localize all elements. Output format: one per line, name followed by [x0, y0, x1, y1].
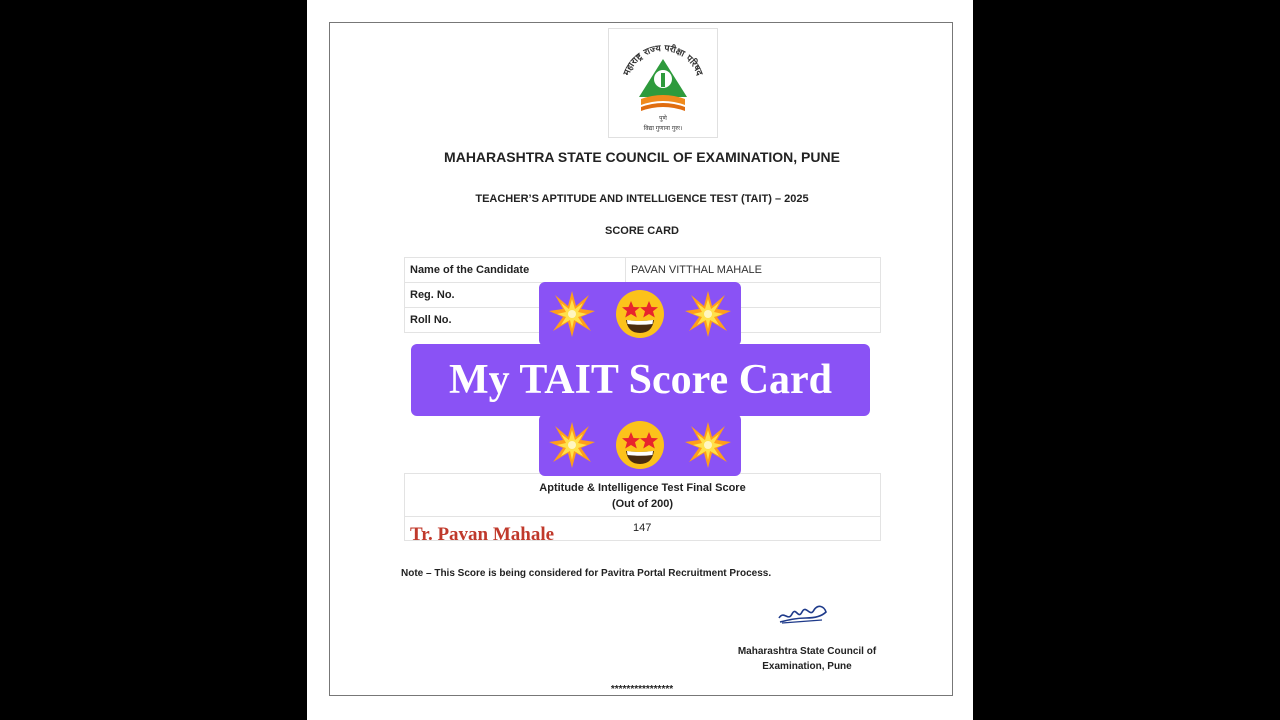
- council-logo: [608, 28, 718, 138]
- collision-icon: [547, 289, 597, 339]
- table-row: [405, 258, 881, 283]
- emoji-row-bottom: [539, 416, 741, 474]
- overlay-title: My TAIT Score Card: [448, 357, 833, 403]
- footer-stars: ****************: [610, 684, 674, 695]
- collision-icon: [547, 420, 597, 470]
- issuing-authority: [722, 644, 892, 674]
- score-value: 147: [633, 522, 652, 534]
- authority-line2: Examination, Pune: [762, 661, 852, 672]
- row-value: PAVAN VITTHAL MAHALE: [626, 258, 881, 283]
- star-struck-icon: [614, 419, 666, 471]
- note-text: Note – This Score is being considered for Pavitra Portal Recruitment Process.: [401, 568, 772, 579]
- watermark-text: Tr. Pavan Mahale: [410, 524, 555, 545]
- logo-motto: विद्या गुणाना गुरुः।: [643, 125, 683, 132]
- emoji-row-top: [539, 286, 741, 342]
- row-label: Roll No.: [405, 308, 626, 333]
- score-heading: [405, 480, 880, 512]
- logo-place: पुणे: [659, 115, 667, 122]
- council-title: MAHARASHTRA STATE COUNCIL OF EXAMINATION, PUNE: [444, 149, 840, 165]
- row-label: Reg. No.: [405, 283, 626, 308]
- star-struck-icon: [614, 288, 666, 340]
- score-heading-text: Aptitude & Intelligence Test Final Score: [539, 482, 746, 494]
- row-label: Name of the Candidate: [405, 258, 626, 283]
- score-out-of: (Out of 200): [611, 498, 674, 510]
- authority-line1: Maharashtra State Council of: [737, 646, 877, 657]
- collision-icon: [683, 420, 733, 470]
- collision-icon: [683, 289, 733, 339]
- signature-image: [776, 596, 832, 626]
- logo-arc-text: महाराष्ट्र राज्य परीक्षा परिषद: [622, 43, 704, 78]
- divider: [405, 516, 880, 517]
- exam-title: TEACHER’S APTITUDE AND INTELLIGENCE TEST (TAIT) – 2025: [475, 193, 809, 205]
- doc-type-title: SCORE CARD: [605, 225, 679, 237]
